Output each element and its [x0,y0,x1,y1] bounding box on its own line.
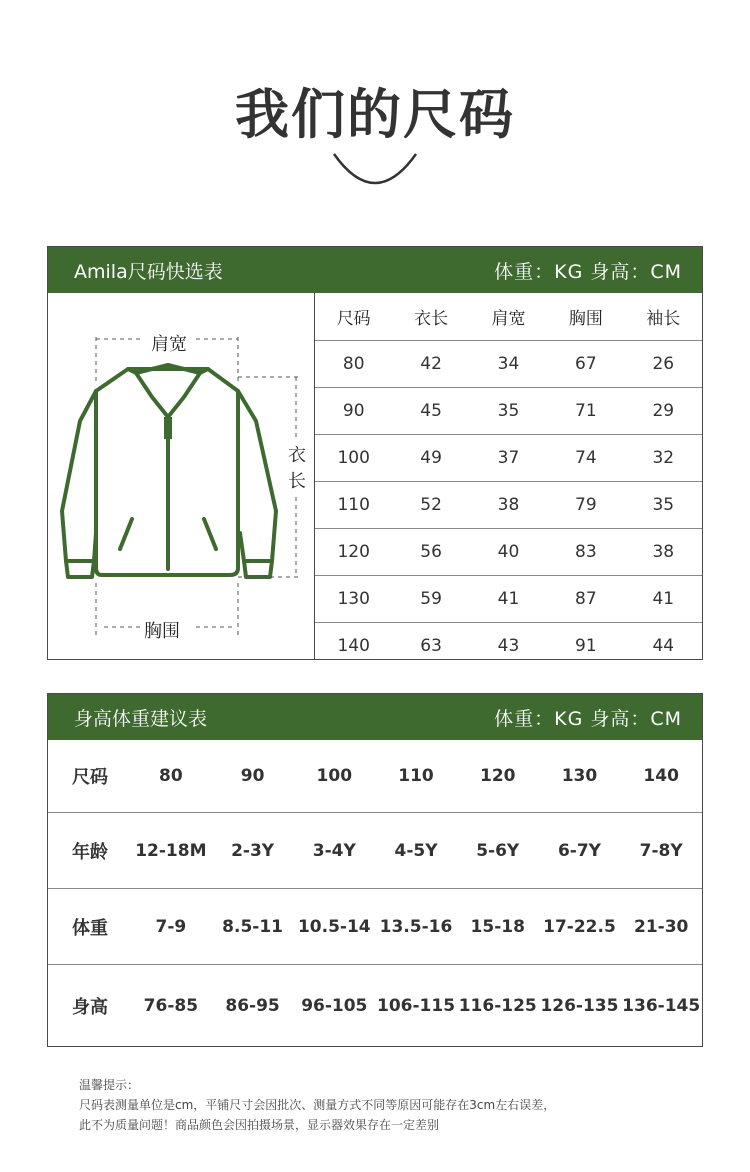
table-row [315,387,702,434]
table-cell: 110 [315,481,392,528]
suggestion-row-weight [48,889,702,965]
notice-block [79,1075,555,1135]
notice-line: 尺码表测量单位是cm，平铺尺寸会因批次、测量方式不同等原因可能存在3cm左右误差， [79,1098,556,1112]
table-cell: 41 [625,575,702,622]
table-cell: 38 [625,528,702,575]
chest-label: 胸围 [144,621,180,642]
table-cell: 59 [392,575,469,622]
height-weight-panel [47,693,703,1047]
column-header: 肩宽 [470,293,547,340]
table-cell: 12-18M [135,840,207,861]
table-cell: 44 [652,635,675,656]
table-cell: 80 [159,766,183,786]
table-row [315,481,702,528]
table-cell: 116-125 [458,995,537,1016]
suggestion-header [48,694,702,740]
size-chart-header [48,247,702,293]
table-cell: 86-95 [225,995,280,1016]
suggestion-units: 体重：KG 身高：CM [494,707,682,730]
notice-title: 温馨提示： [79,1078,140,1092]
column-header: 尺码 [315,293,392,340]
table-cell: 63 [420,635,442,656]
table-cell: 4-5Y [394,840,438,861]
table-cell: 7-9 [155,916,187,937]
table-cell: 100 [315,434,392,481]
table-cell: 76-85 [143,995,199,1016]
suggestion-heading: 身高体重建议表 [74,707,208,730]
table-cell: 140 [643,766,679,786]
row-label: 身高 [72,996,108,1018]
table-cell: 34 [470,340,547,387]
table-cell: 106-115 [377,995,456,1016]
row-label: 年龄 [72,841,108,863]
size-chart-units: 体重：KG 身高：CM [494,260,682,283]
table-cell: 41 [470,575,547,622]
table-cell: 83 [547,528,624,575]
table-cell: 74 [547,434,624,481]
table-cell: 6-7Y [557,840,601,861]
table-row [315,434,702,481]
table-cell: 45 [392,387,469,434]
notice-line: 此不为质量问题！商品颜色会因拍摄场景，显示器效果存在一定差别 [79,1118,440,1132]
table-cell: 90 [315,387,392,434]
table-cell: 136-145 [622,995,701,1016]
table-cell: 7-8Y [639,840,683,861]
table-cell: 120 [315,528,392,575]
column-header: 衣长 [392,293,469,340]
title-arc-decoration [330,150,420,192]
table-cell: 29 [625,387,702,434]
table-cell: 87 [547,575,624,622]
table-cell: 96-105 [301,995,368,1016]
table-cell: 120 [479,766,516,786]
table-cell: 5-6Y [476,840,520,861]
page-title: 我们的尺码 [235,83,515,146]
shoulder-label: 肩宽 [151,334,187,355]
table-cell: 56 [392,528,469,575]
size-chart-heading: Amila尺码快选表 [74,260,223,283]
table-cell: 8.5-11 [222,916,283,937]
column-header: 袖长 [625,293,702,340]
table-row [315,622,702,669]
suggestion-row-age [48,813,702,889]
table-cell: 38 [470,481,547,528]
table-cell: 43 [497,635,520,656]
jacket-figure [48,293,314,659]
table-cell: 80 [315,340,392,387]
table-cell: 79 [547,481,624,528]
size-chart-panel [47,246,703,660]
table-cell: 3-4Y [312,840,356,861]
table-cell: 100 [316,766,353,786]
table-cell: 15-18 [470,916,525,937]
table-cell: 26 [625,340,702,387]
table-cell: 32 [625,434,702,481]
table-row [315,528,702,575]
length-label: 衣长 [288,445,306,492]
table-cell: 13.5-16 [379,916,453,937]
table-cell: 17-22.5 [543,916,616,937]
table-cell: 90 [240,766,265,786]
table-row [315,575,702,622]
size-chart-header-row [315,293,702,340]
table-cell: 42 [392,340,469,387]
size-chart-table [314,293,702,659]
table-cell: 49 [392,434,469,481]
table-cell: 126-135 [540,995,619,1016]
table-cell: 140 [337,635,370,656]
table-row [315,340,702,387]
column-header: 胸围 [547,293,624,340]
table-cell: 40 [470,528,547,575]
table-cell: 91 [575,635,597,656]
row-label: 体重 [72,917,108,939]
table-cell: 52 [392,481,469,528]
table-cell: 37 [470,434,547,481]
table-cell: 2-3Y [231,840,275,861]
table-cell: 130 [315,575,392,622]
row-label: 尺码 [72,767,108,788]
table-cell: 10.5-14 [297,916,371,937]
table-cell: 71 [547,387,624,434]
table-cell: 35 [470,387,547,434]
table-cell: 110 [398,766,434,786]
table-cell: 21-30 [633,916,689,937]
table-cell: 35 [625,481,702,528]
zipper-pull-icon [164,417,172,439]
suggestion-row-height [48,965,702,1046]
table-cell: 67 [547,340,624,387]
table-cell: 130 [561,766,598,786]
suggestion-row-size [48,740,702,813]
